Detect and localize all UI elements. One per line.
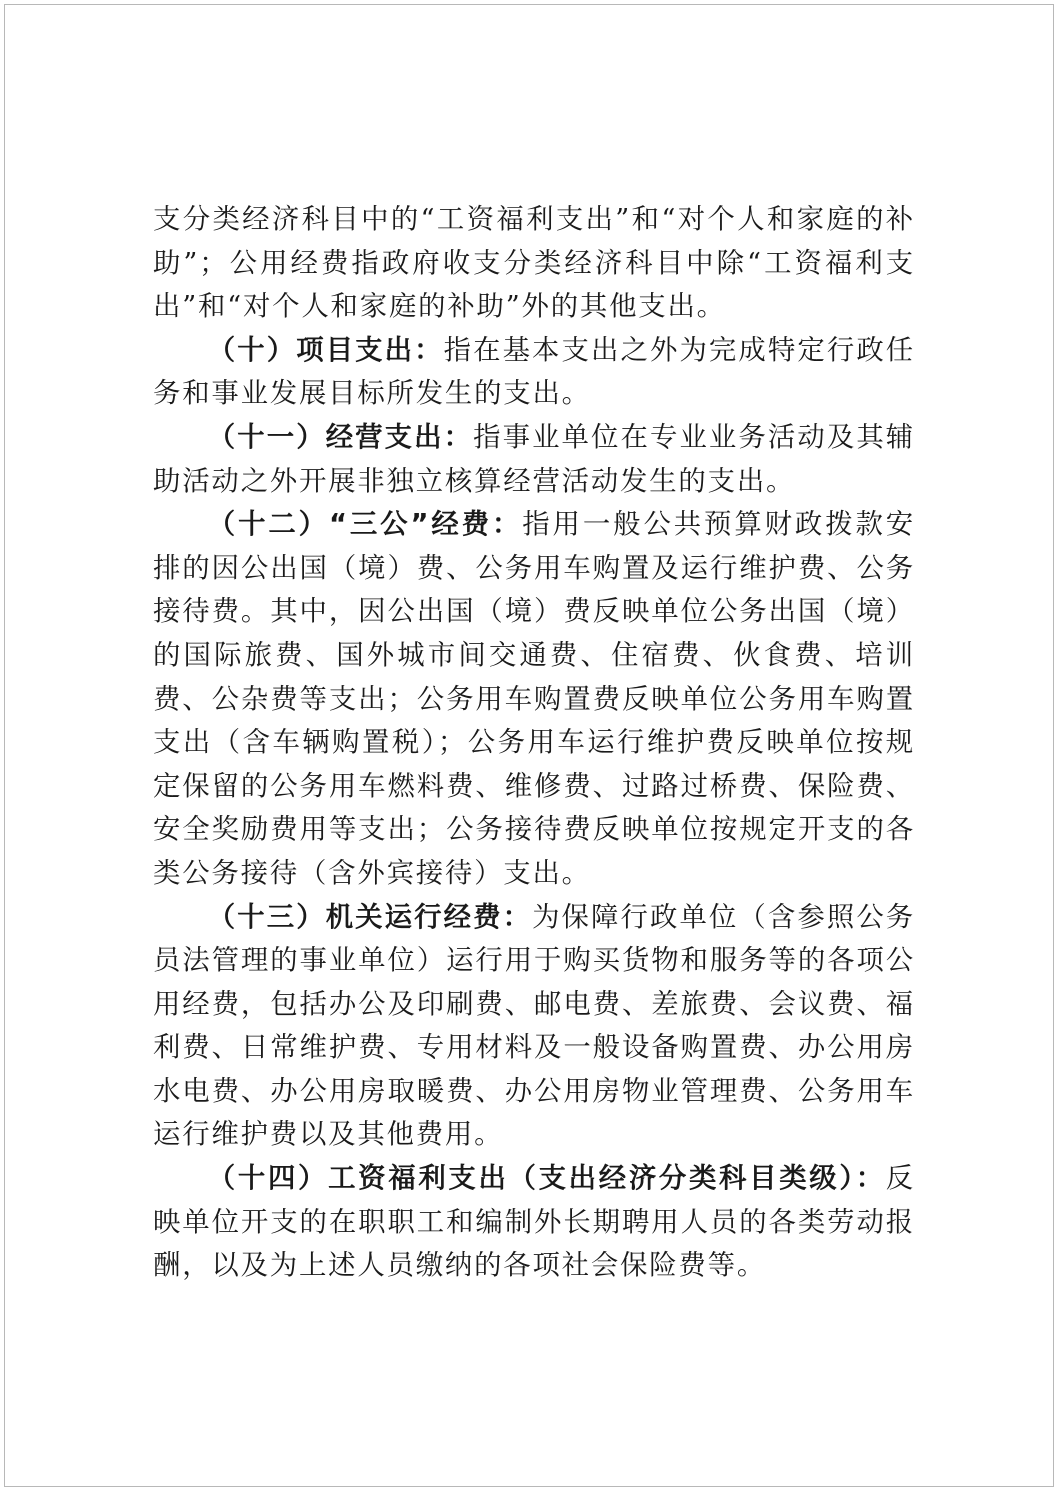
paragraph-text: 指在基本支出之外为完成特定行政任务和事业发展目标所发生的支出。 (153, 334, 915, 410)
paragraph-three-public-funds (153, 503, 915, 895)
paragraph-term: （十二）“三公”经费： (207, 509, 523, 541)
paragraph-term: （十）项目支出： (207, 334, 444, 366)
paragraph-text: 指用一般公共预算财政拨款安排的因公出国（境）费、公务用车购置及运行维护费、公务接待费。其中，因公出国（境）费反映单位公务出国（境）的国际旅费、国外城市间交通费、住宿费、伙食费、培训费、公杂费等支出；公务用车购置费反映单位公务用车购置支出（含车辆购置税）；公务用车运行维护费反映单位按规定保留的公务用车燃料费、维修费、过路过桥费、保险费、安全奖励费用等支出；公务接待费反映单位按规定开支的各类公务接待（含外宾接待）支出。 (153, 509, 915, 889)
paragraph-text: 反映单位开支的在职职工和编制外长期聘用人员的各类劳动报酬，以及为上述人员缴纳的各项社会保险费等。 (153, 1163, 915, 1282)
paragraph-term: （十一）经营支出： (207, 421, 474, 453)
document-body (153, 198, 915, 1288)
paragraph-continuation (153, 198, 915, 329)
paragraph-term: （十四）工资福利支出（支出经济分类科目类级）： (207, 1163, 886, 1195)
paragraph-term: （十三）机关运行经费： (207, 901, 533, 933)
paragraph-agency-operating-funds (153, 896, 915, 1158)
paragraph-text: 指事业单位在专业业务活动及其辅助活动之外开展非独立核算经营活动发生的支出。 (153, 421, 915, 497)
paragraph-text: 为保障行政单位（含参照公务员法管理的事业单位）运行用于购买货物和服务等的各项公用经费，包括办公及印刷费、邮电费、差旅费、会议费、福利费、日常维护费、专用材料及一般设备购置费、办公用房水电费、办公用房取暖费、办公用房物业管理费、公务用车运行维护费以及其他费用。 (153, 901, 915, 1151)
paragraph-operating-expenditure (153, 416, 915, 503)
paragraph-text: 支分类经济科目中的“工资福利支出”和“对个人和家庭的补助”；公用经费指政府收支分类经济科目中除“工资福利支出”和“对个人和家庭的补助”外的其他支出。 (153, 204, 915, 323)
page (4, 4, 1054, 1487)
paragraph-wage-welfare-expenditure (153, 1157, 915, 1288)
paragraph-project-expenditure (153, 329, 915, 416)
